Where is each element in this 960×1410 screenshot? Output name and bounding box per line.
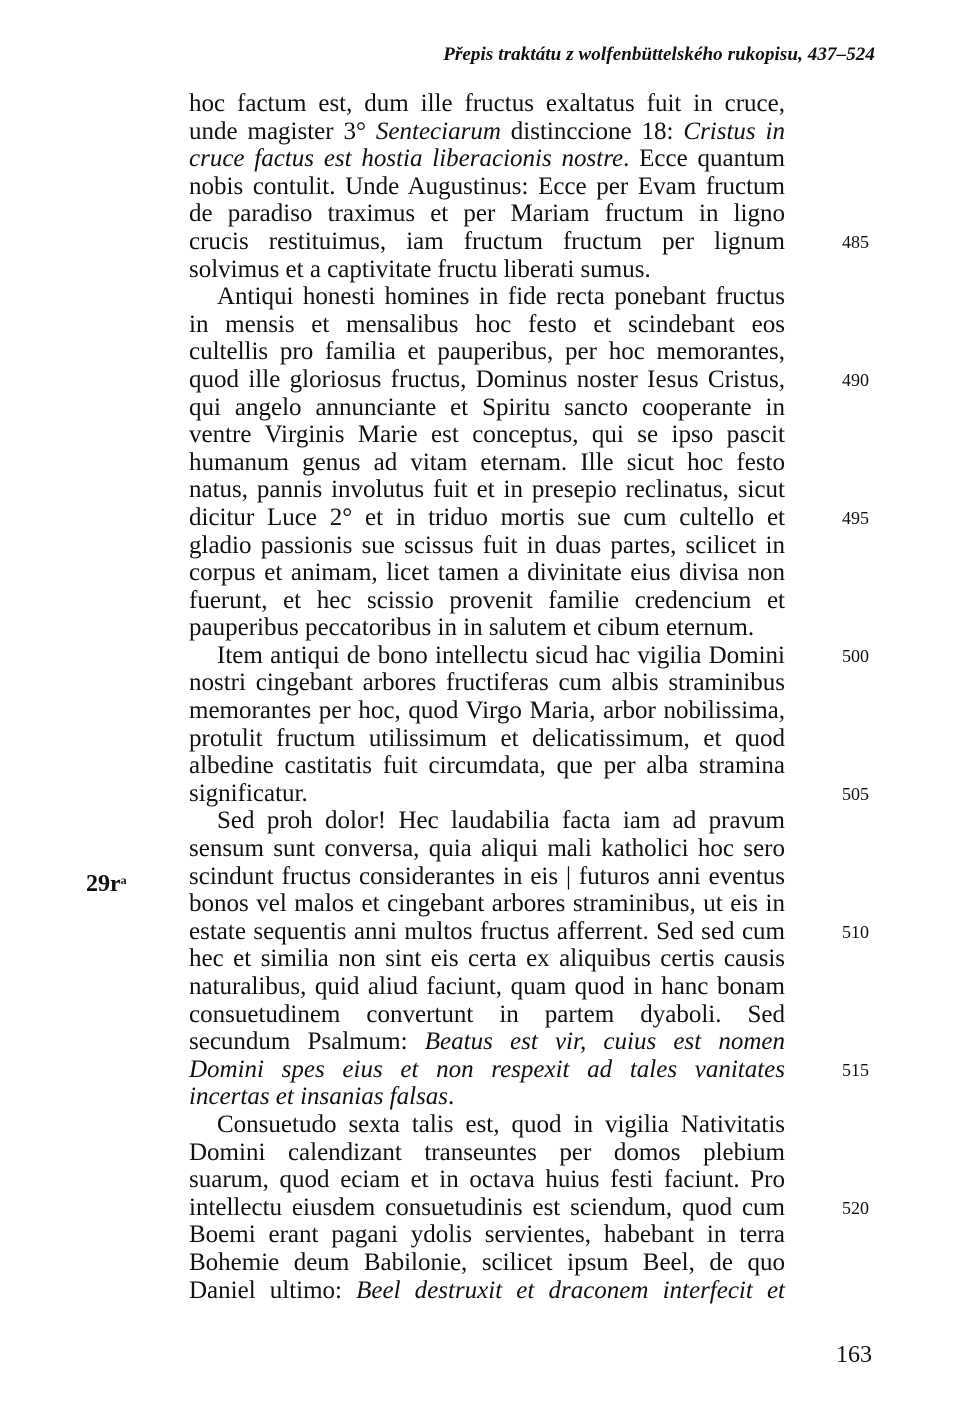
text-line: naturalibus, quid aliud faciunt, quam quod in hanc bonam	[189, 973, 785, 1000]
text-line: nobis contulit. Unde Augustinus: Ecce per Evam fructum	[189, 172, 785, 200]
text-line: quod ille gloriosus fructus, Dominus noster Iesus Cristus,	[189, 365, 785, 393]
text-line	[189, 1056, 785, 1084]
text-line: Item antiqui de bono intellectu sicud hac vigilia Domini	[217, 641, 785, 669]
text-line: suarum, quod eciam et in octava huius festi faciunt. Pro	[189, 1166, 785, 1194]
text-line: Sed proh dolor! Hec laudabilia facta iam ad pravum	[217, 807, 785, 835]
text-line	[189, 145, 785, 173]
text-line: qui angelo annunciante et Spiritu sancto cooperante in	[189, 393, 785, 421]
text-line: solvimus et a captivitate fructu liberati sumus.	[189, 255, 651, 283]
text-line: Domini calendizant transeuntes per domos plebium	[189, 1138, 785, 1166]
text-line: ventre Virginis Marie est conceptus, qui se ipso pascit	[189, 421, 785, 449]
text-line: albedine castitatis fuit circumdata, que per alba stramina	[189, 752, 785, 780]
margin-line-number: 510	[842, 922, 869, 942]
text-line: protulit fructum utilissimum et delicatissimum, et quod	[189, 724, 785, 752]
text-line: corpus et animam, licet tamen a divinitate eius divisa non	[189, 559, 785, 587]
folio-marker	[86, 871, 127, 898]
text-segment: Daniel ultimo:	[189, 1276, 357, 1304]
margin-line-number: 505	[842, 784, 869, 804]
margin-line-number: 490	[842, 370, 869, 390]
italic-segment: cruce factus est hostia liberacionis nostre	[189, 145, 624, 173]
text-line: cultellis pro familia et pauperibus, per hoc memorantes,	[189, 338, 785, 366]
italic-segment: incertas et insanias falsas	[189, 1083, 449, 1111]
margin-line-number: 485	[842, 232, 869, 252]
italic-segment: Cristus in	[683, 117, 786, 145]
text-line: hec et similia non sint eis certa ex aliquibus certis causis	[189, 945, 785, 973]
italic-segment: Senteciarum	[375, 117, 501, 145]
page-number: 163	[836, 1342, 872, 1368]
folio-number: 29r	[86, 871, 121, 897]
main-text-block	[189, 90, 785, 1304]
text-segment: .	[448, 1083, 455, 1111]
text-segment: . Ecce quantum	[623, 145, 785, 173]
margin-line-number: 515	[842, 1060, 869, 1080]
text-line: Boemi erant pagani ydolis servientes, habebant in terra	[189, 1221, 785, 1249]
text-line: memorantes per hoc, quod Virgo Maria, arbor nobilissima,	[189, 697, 785, 725]
text-line: hoc factum est, dum ille fructus exaltatus fuit in cruce,	[189, 90, 785, 117]
italic-segment: Beel destruxit et draconem interfecit et	[356, 1276, 786, 1304]
margin-line-number: 495	[842, 508, 869, 528]
text-line: bonos vel malos et cingebant arbores straminibus, ut eis in	[189, 890, 785, 918]
margin-line-number: 520	[842, 1198, 869, 1218]
italic-segment: Domini spes eius et non respexit ad tales vanitates	[189, 1055, 785, 1083]
text-line: intellectu eiusdem consuetudinis est sciendum, quod cum	[189, 1193, 785, 1221]
text-line: scindunt fructus considerantes in eis | futuros anni eventus	[189, 862, 785, 890]
text-line: consuetudinem convertunt in partem dyaboli. Sed	[189, 1000, 785, 1028]
text-line: gladio passionis sue scissus fuit in duas partes, scilicet in	[189, 531, 785, 559]
margin-line-number: 500	[842, 646, 869, 666]
text-line	[189, 1028, 785, 1056]
text-line: pauperibus peccatoribus in in salutem et cibum eternum.	[189, 614, 755, 642]
text-segment: secundum Psalmum:	[189, 1028, 425, 1056]
text-line: humanum genus ad vitam eternam. Ille sicut hoc festo	[189, 448, 785, 476]
folio-column: a	[120, 873, 127, 887]
text-line	[189, 1277, 785, 1305]
text-line	[189, 1083, 785, 1111]
running-head: Přepis traktátu z wolfenbüttelského rukopisu, 437–524	[443, 44, 875, 65]
text-line: sensum sunt conversa, quia aliqui mali katholici hoc sero	[189, 835, 785, 863]
text-line: nostri cingebant arbores fructiferas cum albis straminibus	[189, 669, 785, 697]
text-line: estate sequentis anni multos fructus afferrent. Sed sed cum	[189, 917, 785, 945]
text-line: crucis restituimus, iam fructum fructum per lignum	[189, 227, 785, 255]
text-line: Bohemie deum Babilonie, scilicet ipsum Beel, de quo	[189, 1248, 785, 1276]
text-line: significatur.	[189, 779, 308, 807]
italic-segment: Beatus est vir, cuius est nomen	[424, 1028, 785, 1056]
text-line: natus, pannis involutus fuit et in presepio reclinatus, sicut	[189, 476, 785, 504]
text-line: fuerunt, et hec scissio provenit familie credencium et	[189, 586, 785, 614]
text-segment: unde magister 3°	[189, 117, 376, 145]
text-line	[189, 118, 785, 146]
text-line: in mensis et mensalibus hoc festo et scindebant eos	[189, 310, 785, 338]
text-segment: distinccione 18:	[500, 117, 684, 145]
text-line: dicitur Luce 2° et in triduo mortis sue cum cultello et	[189, 503, 785, 531]
text-line: Antiqui honesti homines in fide recta ponebant fructus	[217, 283, 785, 311]
text-line: de paradiso traximus et per Mariam fructum in ligno	[189, 200, 785, 228]
text-line: Consuetudo sexta talis est, quod in vigilia Nativitatis	[217, 1110, 785, 1138]
